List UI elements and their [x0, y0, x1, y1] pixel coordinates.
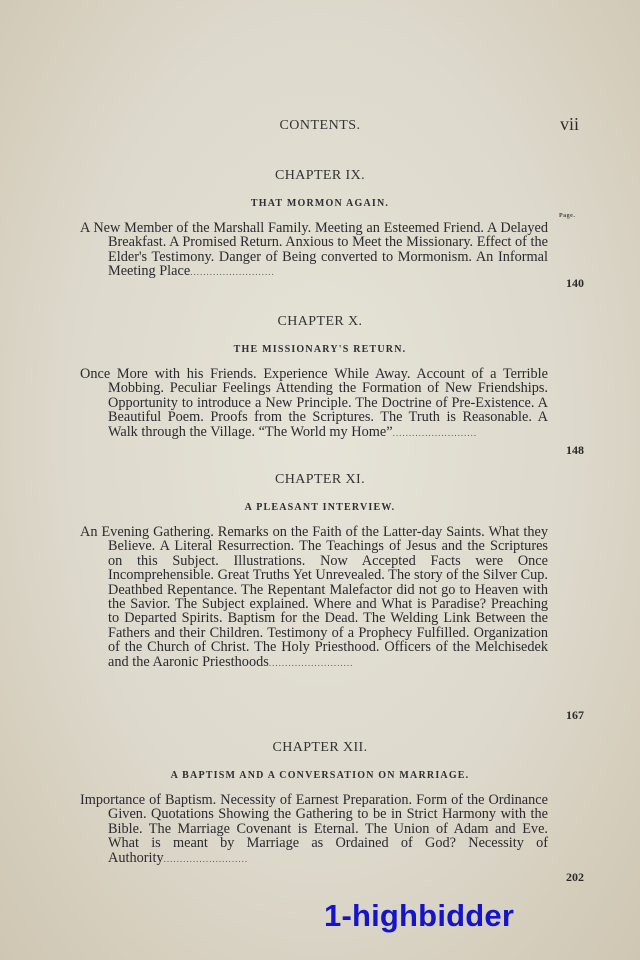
- chapter-summary: [80, 221, 548, 280]
- seller-watermark: 1-highbidder: [324, 898, 515, 933]
- chapter-title: THE MISSIONARY'S RETURN.: [233, 344, 407, 355]
- chapter-number: CHAPTER IX.: [275, 168, 365, 183]
- chapter-xii: [0, 740, 640, 866]
- chapter-summary: [80, 525, 548, 670]
- chapter-summary: [80, 367, 548, 440]
- chapter-page-number: 140: [566, 276, 584, 290]
- chapter-ix: [0, 168, 640, 280]
- leader-dots: ..........................: [268, 657, 354, 668]
- chapter-x: [0, 314, 640, 440]
- chapter-title: THAT MORMON AGAIN.: [250, 198, 390, 209]
- summary-text: A New Member of the Marshall Family. Meeting an Esteemed Friend. A Delayed Breakfast. A Promised Return. Anxious to Meet the Missionary. Effect of the Elder's Testimony. Danger of Being converted to Mormonism. An Informal Meeting Place: [80, 220, 548, 280]
- leader-dots: ..........................: [392, 427, 478, 438]
- folio-page-number: vii: [560, 114, 580, 134]
- summary-text: Once More with his Friends. Experience While Away. Account of a Terrible Mobbing. Peculiar Feelings Attending the Formation of New Friendships. Opportunity to introduce a New Principle. The Doctrine of Pre-Existence. A Beautiful Poem. Proofs from the Scriptures. The Truth is Reasonable. A Walk through the Village. “The World my Home”: [80, 366, 548, 440]
- chapter-page-number: 202: [566, 870, 584, 884]
- chapter-page-number: 167: [566, 708, 584, 722]
- chapter-summary: [80, 793, 548, 866]
- chapter-title: A PLEASANT INTERVIEW.: [244, 502, 396, 513]
- chapter-page-number: 148: [566, 443, 584, 457]
- chapter-number: CHAPTER XII.: [272, 740, 368, 755]
- chapter-xi: [0, 472, 640, 670]
- page-column-label: Page.: [559, 213, 576, 219]
- chapter-title: A BAPTISM AND A CONVERSATION ON MARRIAGE.: [170, 770, 470, 781]
- running-head: CONTENTS.: [279, 118, 361, 133]
- chapter-number: CHAPTER X.: [277, 314, 363, 329]
- chapter-number: CHAPTER XI.: [275, 472, 365, 487]
- summary-text: Importance of Baptism. Necessity of Earnest Preparation. Form of the Ordinance Given. Quotations Showing the Gathering to be in Strict Harmony with the Bible. The Marriage Covenant is Eternal. The Union of Adam and Eve. What is meant by Marriage as Ordained of God? Necessity of Authority: [80, 792, 548, 866]
- leader-dots: ..........................: [163, 853, 249, 864]
- summary-text: An Evening Gathering. Remarks on the Faith of the Latter-day Saints. What they Believe. A Literal Resurrection. The Teachings of Jesus and the Scriptures on this Subject. Illustrations. Now Accepted Facts were Once Incomprehensible. Great Truths Yet Unrevealed. The story of the Silver Cup. Deathbed Repentance. The Repentant Malefactor did not go to Heaven with the Savior. The Subject explained. Where and What is Paradise? Preaching to Departed Spirits. Baptism for the Dead. The Welding Link Between the Fathers and their Children. Testimony of a Prophecy Fulfilled. Organization of the Church of Christ. The Holy Priesthood. Officers of the Melchisedek and the Aaronic Priesthoods: [80, 524, 548, 670]
- leader-dots: ..........................: [190, 267, 275, 278]
